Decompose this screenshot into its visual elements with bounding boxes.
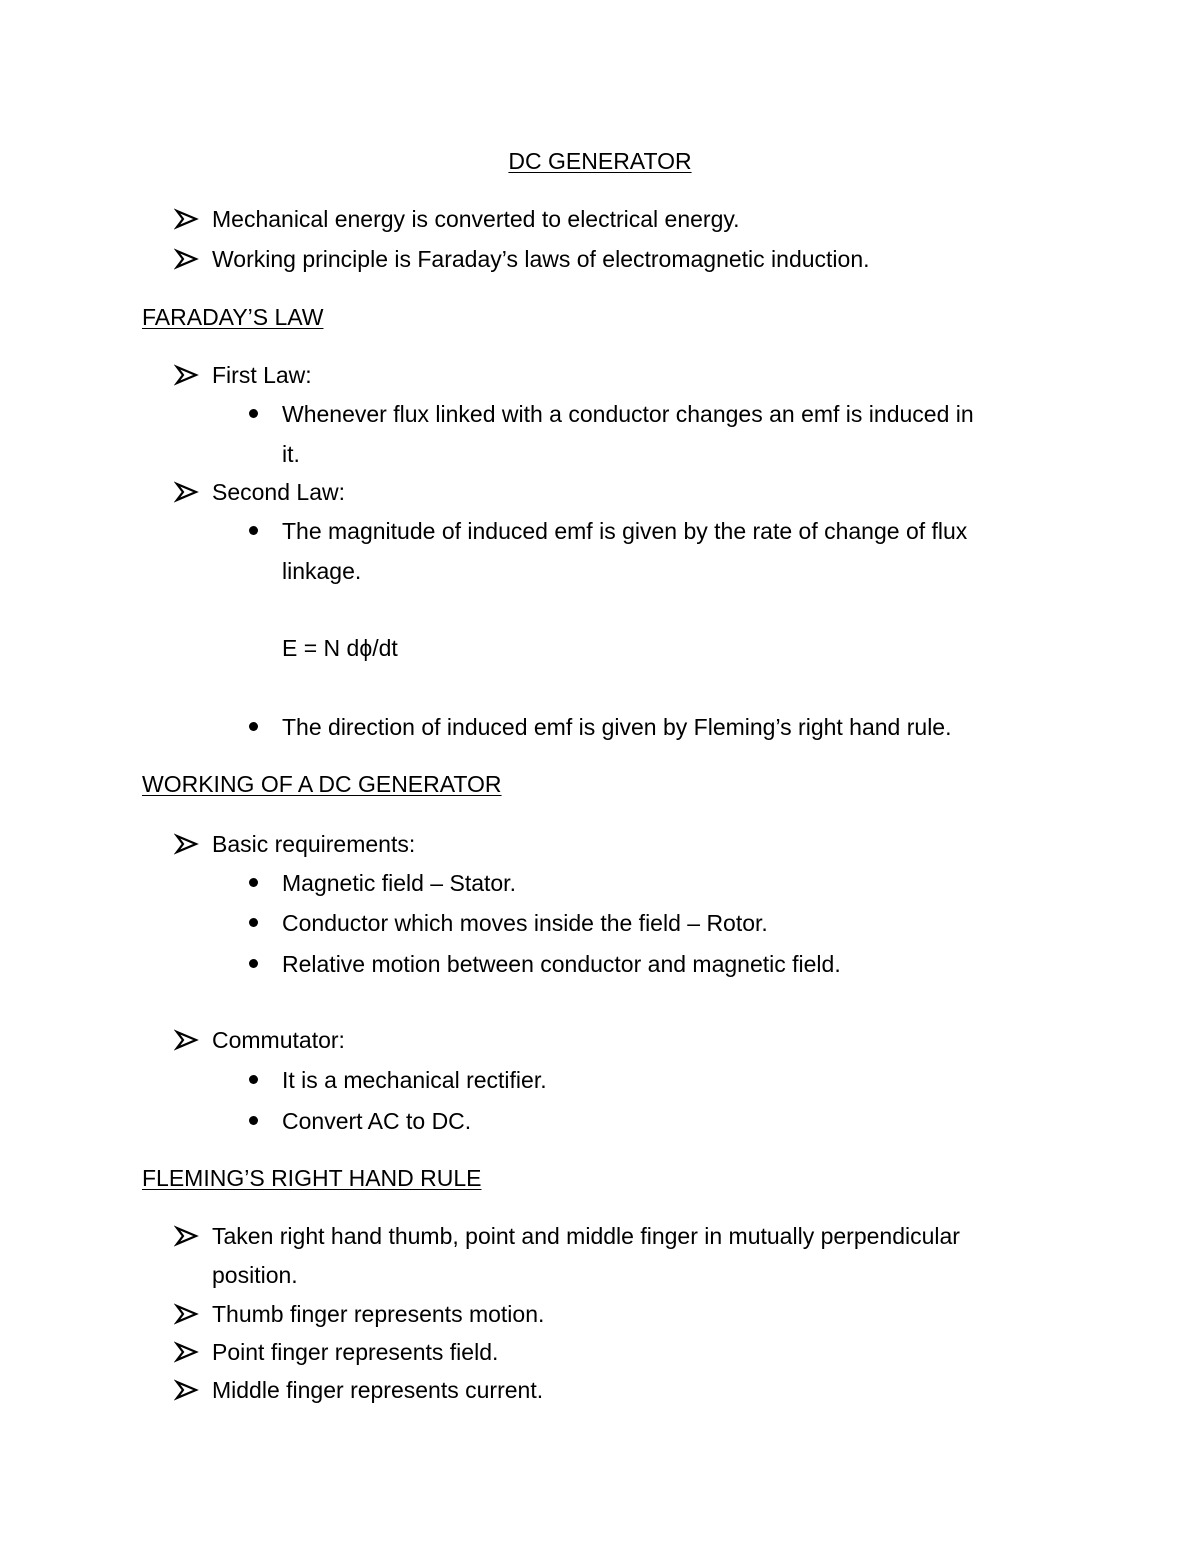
second-law-text-cont: linkage.: [282, 558, 362, 584]
arrow-bullet-icon: [174, 1302, 200, 1326]
working-heading: WORKING OF A DC GENERATOR: [142, 771, 502, 797]
first-law-label: First Law:: [212, 362, 312, 388]
arrow-bullet-icon: [174, 1224, 200, 1248]
requirements-label: Basic requirements:: [212, 831, 416, 857]
arrow-bullet-icon: [174, 363, 200, 387]
requirement-item: Conductor which moves inside the field – Rotor.: [282, 910, 768, 936]
fleming-heading: FLEMING’S RIGHT HAND RULE: [142, 1165, 482, 1191]
fleming-item: Point finger represents field.: [212, 1339, 499, 1365]
bullet-dot-icon: [249, 959, 258, 968]
faraday-heading: FARADAY’S LAW: [142, 304, 324, 330]
bullet-dot-icon: [249, 1116, 258, 1125]
arrow-bullet-icon: [174, 247, 200, 271]
bullet-dot-icon: [249, 409, 258, 418]
arrow-bullet-icon: [174, 1340, 200, 1364]
arrow-bullet-icon: [174, 480, 200, 504]
arrow-bullet-icon: [174, 1028, 200, 1052]
emf-formula: E = N dϕ/dt: [282, 635, 398, 661]
arrow-bullet-icon: [174, 1378, 200, 1402]
arrow-bullet-icon: [174, 832, 200, 856]
bullet-dot-icon: [249, 526, 258, 535]
commutator-item: It is a mechanical rectifier.: [282, 1067, 547, 1093]
requirement-item: Relative motion between conductor and magnetic field.: [282, 951, 841, 977]
fleming-item: Thumb finger represents motion.: [212, 1301, 545, 1327]
arrow-bullet-icon: [174, 207, 200, 231]
bullet-dot-icon: [249, 878, 258, 887]
fleming-item-cont: position.: [212, 1262, 298, 1288]
document-title: DC GENERATOR: [508, 148, 692, 174]
bullet-dot-icon: [249, 722, 258, 731]
first-law-text: Whenever flux linked with a conductor changes an emf is induced in: [282, 401, 974, 427]
bullet-dot-icon: [249, 918, 258, 927]
fleming-item: Taken right hand thumb, point and middle finger in mutually perpendicular: [212, 1223, 960, 1249]
intro-item: Mechanical energy is converted to electrical energy.: [212, 206, 740, 232]
commutator-label: Commutator:: [212, 1027, 345, 1053]
second-law-label: Second Law:: [212, 479, 345, 505]
second-law-text: The magnitude of induced emf is given by the rate of change of flux: [282, 518, 968, 544]
commutator-item: Convert AC to DC.: [282, 1108, 472, 1134]
first-law-text-cont: it.: [282, 441, 300, 467]
requirement-item: Magnetic field – Stator.: [282, 870, 516, 896]
direction-text: The direction of induced emf is given by Fleming’s right hand rule.: [282, 714, 952, 740]
fleming-item: Middle finger represents current.: [212, 1377, 544, 1403]
intro-item: Working principle is Faraday’s laws of electromagnetic induction.: [212, 246, 870, 272]
bullet-dot-icon: [249, 1075, 258, 1084]
